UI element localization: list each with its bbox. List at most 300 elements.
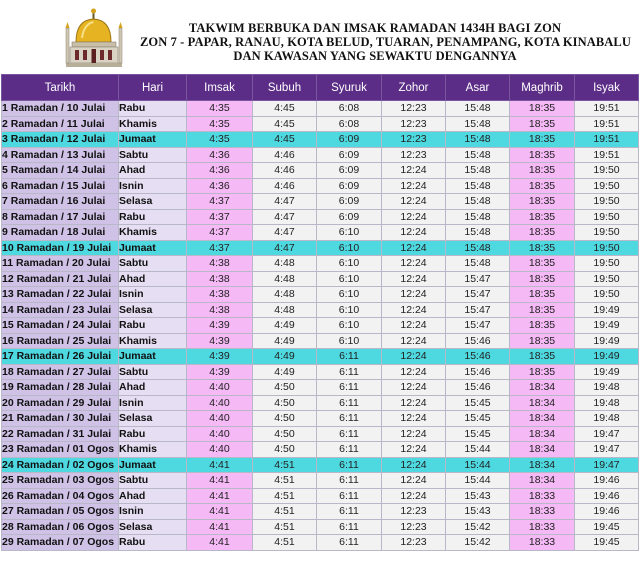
syuruk-cell: 6:11 <box>317 519 382 535</box>
maghrib-cell: 18:35 <box>510 364 575 380</box>
imsak-cell: 4:36 <box>187 178 253 194</box>
hari-cell: Khamis <box>119 116 187 132</box>
maghrib-cell: 18:35 <box>510 178 575 194</box>
imsak-cell: 4:38 <box>187 271 253 287</box>
asar-cell: 15:43 <box>446 488 510 504</box>
table-row <box>2 504 639 520</box>
isyak-cell: 19:49 <box>575 349 639 365</box>
maghrib-cell: 18:35 <box>510 225 575 241</box>
syuruk-cell: 6:11 <box>317 364 382 380</box>
subuh-cell: 4:49 <box>253 349 317 365</box>
subuh-cell: 4:51 <box>253 504 317 520</box>
imsak-cell: 4:39 <box>187 318 253 334</box>
isyak-cell: 19:49 <box>575 364 639 380</box>
table-row <box>2 101 639 117</box>
syuruk-cell: 6:11 <box>317 349 382 365</box>
table-row <box>2 395 639 411</box>
imsak-cell: 4:40 <box>187 426 253 442</box>
zohor-cell: 12:24 <box>382 163 446 179</box>
isyak-cell: 19:47 <box>575 426 639 442</box>
isyak-cell: 19:48 <box>575 395 639 411</box>
zohor-cell: 12:24 <box>382 209 446 225</box>
syuruk-cell: 6:11 <box>317 473 382 489</box>
maghrib-cell: 18:35 <box>510 163 575 179</box>
zohor-cell: 12:24 <box>382 473 446 489</box>
isyak-cell: 19:47 <box>575 457 639 473</box>
syuruk-cell: 6:10 <box>317 302 382 318</box>
subuh-cell: 4:47 <box>253 194 317 210</box>
imsak-cell: 4:37 <box>187 240 253 256</box>
isyak-cell: 19:50 <box>575 271 639 287</box>
page-title <box>140 21 631 63</box>
imsak-cell: 4:36 <box>187 163 253 179</box>
tarikh-cell: 23 Ramadan / 01 Ogos <box>2 442 119 458</box>
zohor-cell: 12:23 <box>382 101 446 117</box>
table-row <box>2 380 639 396</box>
hari-cell: Sabtu <box>119 473 187 489</box>
syuruk-cell: 6:09 <box>317 178 382 194</box>
subuh-cell: 4:51 <box>253 519 317 535</box>
isyak-cell: 19:49 <box>575 302 639 318</box>
tarikh-cell: 4 Ramadan / 13 Julai <box>2 147 119 163</box>
asar-cell: 15:46 <box>446 364 510 380</box>
zohor-cell: 12:24 <box>382 457 446 473</box>
zohor-cell: 12:24 <box>382 488 446 504</box>
maghrib-cell: 18:35 <box>510 132 575 148</box>
asar-cell: 15:45 <box>446 411 510 427</box>
hari-cell: Jumaat <box>119 349 187 365</box>
maghrib-cell: 18:35 <box>510 194 575 210</box>
subuh-cell: 4:51 <box>253 457 317 473</box>
maghrib-cell: 18:35 <box>510 101 575 117</box>
zohor-cell: 12:24 <box>382 287 446 303</box>
syuruk-cell: 6:10 <box>317 256 382 272</box>
imsak-cell: 4:37 <box>187 194 253 210</box>
asar-cell: 15:42 <box>446 519 510 535</box>
table-body <box>2 101 639 551</box>
table-row <box>2 442 639 458</box>
hari-cell: Jumaat <box>119 132 187 148</box>
table-row <box>2 116 639 132</box>
table-row <box>2 271 639 287</box>
syuruk-cell: 6:11 <box>317 426 382 442</box>
isyak-cell: 19:49 <box>575 333 639 349</box>
imsak-cell: 4:41 <box>187 519 253 535</box>
zohor-cell: 12:24 <box>382 411 446 427</box>
hari-cell: Sabtu <box>119 147 187 163</box>
syuruk-cell: 6:09 <box>317 209 382 225</box>
syuruk-cell: 6:11 <box>317 442 382 458</box>
subuh-cell: 4:49 <box>253 364 317 380</box>
table-row <box>2 240 639 256</box>
hari-cell: Jumaat <box>119 457 187 473</box>
zohor-cell: 12:23 <box>382 116 446 132</box>
tarikh-cell: 2 Ramadan / 11 Julai <box>2 116 119 132</box>
subuh-cell: 4:45 <box>253 101 317 117</box>
maghrib-cell: 18:35 <box>510 209 575 225</box>
tarikh-cell: 18 Ramadan / 27 Julai <box>2 364 119 380</box>
table-row <box>2 535 639 551</box>
hari-cell: Ahad <box>119 488 187 504</box>
maghrib-cell: 18:35 <box>510 240 575 256</box>
isyak-cell: 19:45 <box>575 535 639 551</box>
column-header-zohor: Zohor <box>382 75 446 101</box>
isyak-cell: 19:47 <box>575 442 639 458</box>
tarikh-cell: 22 Ramadan / 31 Julai <box>2 426 119 442</box>
asar-cell: 15:48 <box>446 101 510 117</box>
isyak-cell: 19:48 <box>575 380 639 396</box>
isyak-cell: 19:51 <box>575 116 639 132</box>
tarikh-cell: 6 Ramadan / 15 Julai <box>2 178 119 194</box>
syuruk-cell: 6:11 <box>317 380 382 396</box>
zohor-cell: 12:24 <box>382 256 446 272</box>
asar-cell: 15:47 <box>446 318 510 334</box>
imsak-cell: 4:39 <box>187 349 253 365</box>
maghrib-cell: 18:34 <box>510 411 575 427</box>
table-row <box>2 333 639 349</box>
tarikh-cell: 15 Ramadan / 24 Julai <box>2 318 119 334</box>
asar-cell: 15:46 <box>446 333 510 349</box>
subuh-cell: 4:48 <box>253 302 317 318</box>
table-row <box>2 364 639 380</box>
maghrib-cell: 18:35 <box>510 116 575 132</box>
isyak-cell: 19:45 <box>575 519 639 535</box>
asar-cell: 15:46 <box>446 380 510 396</box>
asar-cell: 15:48 <box>446 132 510 148</box>
tarikh-cell: 28 Ramadan / 06 Ogos <box>2 519 119 535</box>
imsak-cell: 4:37 <box>187 209 253 225</box>
hari-cell: Sabtu <box>119 256 187 272</box>
title-line-3: DAN KAWASAN YANG SEWAKTU DENGANNYA <box>233 49 517 63</box>
table-row <box>2 426 639 442</box>
tarikh-cell: 8 Ramadan / 17 Julai <box>2 209 119 225</box>
syuruk-cell: 6:10 <box>317 318 382 334</box>
subuh-cell: 4:48 <box>253 256 317 272</box>
maghrib-cell: 18:33 <box>510 535 575 551</box>
maghrib-cell: 18:34 <box>510 395 575 411</box>
asar-cell: 15:45 <box>446 426 510 442</box>
tarikh-cell: 11 Ramadan / 20 Julai <box>2 256 119 272</box>
zohor-cell: 12:24 <box>382 426 446 442</box>
isyak-cell: 19:50 <box>575 209 639 225</box>
syuruk-cell: 6:11 <box>317 395 382 411</box>
asar-cell: 15:42 <box>446 535 510 551</box>
hari-cell: Sabtu <box>119 364 187 380</box>
isyak-cell: 19:46 <box>575 488 639 504</box>
isyak-cell: 19:46 <box>575 473 639 489</box>
tarikh-cell: 10 Ramadan / 19 Julai <box>2 240 119 256</box>
hari-cell: Jumaat <box>119 240 187 256</box>
syuruk-cell: 6:10 <box>317 271 382 287</box>
table-row <box>2 209 639 225</box>
table-row <box>2 318 639 334</box>
zohor-cell: 12:24 <box>382 318 446 334</box>
tarikh-cell: 25 Ramadan / 03 Ogos <box>2 473 119 489</box>
syuruk-cell: 6:11 <box>317 411 382 427</box>
asar-cell: 15:44 <box>446 457 510 473</box>
syuruk-cell: 6:10 <box>317 333 382 349</box>
isyak-cell: 19:50 <box>575 178 639 194</box>
maghrib-cell: 18:35 <box>510 302 575 318</box>
isyak-cell: 19:49 <box>575 318 639 334</box>
zohor-cell: 12:23 <box>382 535 446 551</box>
mosque-dome-icon <box>62 8 126 70</box>
table-row <box>2 163 639 179</box>
zohor-cell: 12:24 <box>382 194 446 210</box>
hari-cell: Isnin <box>119 395 187 411</box>
zohor-cell: 12:24 <box>382 271 446 287</box>
syuruk-cell: 6:11 <box>317 504 382 520</box>
imsak-cell: 4:39 <box>187 333 253 349</box>
isyak-cell: 19:50 <box>575 194 639 210</box>
zohor-cell: 12:24 <box>382 178 446 194</box>
maghrib-cell: 18:34 <box>510 380 575 396</box>
asar-cell: 15:47 <box>446 302 510 318</box>
hari-cell: Ahad <box>119 271 187 287</box>
syuruk-cell: 6:08 <box>317 101 382 117</box>
table-row <box>2 194 639 210</box>
hari-cell: Rabu <box>119 101 187 117</box>
imsak-cell: 4:41 <box>187 473 253 489</box>
syuruk-cell: 6:09 <box>317 147 382 163</box>
subuh-cell: 4:47 <box>253 225 317 241</box>
asar-cell: 15:48 <box>446 240 510 256</box>
zohor-cell: 12:23 <box>382 132 446 148</box>
hari-cell: Khamis <box>119 442 187 458</box>
maghrib-cell: 18:34 <box>510 473 575 489</box>
asar-cell: 15:48 <box>446 256 510 272</box>
zohor-cell: 12:24 <box>382 364 446 380</box>
tarikh-cell: 17 Ramadan / 26 Julai <box>2 349 119 365</box>
tarikh-cell: 29 Ramadan / 07 Ogos <box>2 535 119 551</box>
asar-cell: 15:48 <box>446 194 510 210</box>
imsak-cell: 4:40 <box>187 380 253 396</box>
tarikh-cell: 9 Ramadan / 18 Julai <box>2 225 119 241</box>
maghrib-cell: 18:35 <box>510 256 575 272</box>
tarikh-cell: 3 Ramadan / 12 Julai <box>2 132 119 148</box>
syuruk-cell: 6:09 <box>317 194 382 210</box>
table-row <box>2 519 639 535</box>
page-header <box>0 0 640 74</box>
subuh-cell: 4:45 <box>253 116 317 132</box>
table-row <box>2 256 639 272</box>
subuh-cell: 4:46 <box>253 163 317 179</box>
column-header-hari: Hari <box>119 75 187 101</box>
table-row <box>2 473 639 489</box>
zohor-cell: 12:24 <box>382 225 446 241</box>
imsak-cell: 4:38 <box>187 302 253 318</box>
tarikh-cell: 26 Ramadan / 04 Ogos <box>2 488 119 504</box>
subuh-cell: 4:50 <box>253 411 317 427</box>
tarikh-cell: 7 Ramadan / 16 Julai <box>2 194 119 210</box>
asar-cell: 15:44 <box>446 442 510 458</box>
subuh-cell: 4:47 <box>253 240 317 256</box>
asar-cell: 15:48 <box>446 147 510 163</box>
table-row <box>2 178 639 194</box>
zohor-cell: 12:24 <box>382 333 446 349</box>
zohor-cell: 12:24 <box>382 380 446 396</box>
hari-cell: Rabu <box>119 535 187 551</box>
imsak-cell: 4:40 <box>187 411 253 427</box>
title-line-2: ZON 7 - PAPAR, RANAU, KOTA BELUD, TUARAN, PENAMPANG, KOTA KINABALU <box>140 35 631 49</box>
zohor-cell: 12:24 <box>382 395 446 411</box>
table-row <box>2 147 639 163</box>
subuh-cell: 4:50 <box>253 380 317 396</box>
hari-cell: Selasa <box>119 411 187 427</box>
imsak-cell: 4:38 <box>187 287 253 303</box>
subuh-cell: 4:49 <box>253 333 317 349</box>
table-header-row <box>2 75 639 101</box>
asar-cell: 15:47 <box>446 287 510 303</box>
subuh-cell: 4:45 <box>253 132 317 148</box>
tarikh-cell: 13 Ramadan / 22 Julai <box>2 287 119 303</box>
tarikh-cell: 1 Ramadan / 10 Julai <box>2 101 119 117</box>
imsak-cell: 4:40 <box>187 442 253 458</box>
imsak-cell: 4:38 <box>187 256 253 272</box>
asar-cell: 15:48 <box>446 163 510 179</box>
table-row <box>2 349 639 365</box>
subuh-cell: 4:47 <box>253 209 317 225</box>
maghrib-cell: 18:34 <box>510 457 575 473</box>
zohor-cell: 12:23 <box>382 504 446 520</box>
isyak-cell: 19:50 <box>575 287 639 303</box>
asar-cell: 15:43 <box>446 504 510 520</box>
column-header-maghrib: Maghrib <box>510 75 575 101</box>
imsak-cell: 4:37 <box>187 225 253 241</box>
subuh-cell: 4:50 <box>253 395 317 411</box>
asar-cell: 15:47 <box>446 271 510 287</box>
tarikh-cell: 12 Ramadan / 21 Julai <box>2 271 119 287</box>
imsak-cell: 4:40 <box>187 395 253 411</box>
asar-cell: 15:46 <box>446 349 510 365</box>
syuruk-cell: 6:10 <box>317 287 382 303</box>
maghrib-cell: 18:35 <box>510 333 575 349</box>
subuh-cell: 4:46 <box>253 147 317 163</box>
hari-cell: Selasa <box>119 519 187 535</box>
asar-cell: 15:48 <box>446 116 510 132</box>
asar-cell: 15:48 <box>446 178 510 194</box>
isyak-cell: 19:50 <box>575 225 639 241</box>
isyak-cell: 19:46 <box>575 504 639 520</box>
hari-cell: Selasa <box>119 194 187 210</box>
hari-cell: Isnin <box>119 287 187 303</box>
hari-cell: Rabu <box>119 318 187 334</box>
subuh-cell: 4:46 <box>253 178 317 194</box>
table-row <box>2 302 639 318</box>
tarikh-cell: 21 Ramadan / 30 Julai <box>2 411 119 427</box>
column-header-tarikh: Tarikh <box>2 75 119 101</box>
maghrib-cell: 18:33 <box>510 488 575 504</box>
column-header-isyak: Isyak <box>575 75 639 101</box>
subuh-cell: 4:50 <box>253 426 317 442</box>
zohor-cell: 12:24 <box>382 349 446 365</box>
isyak-cell: 19:48 <box>575 411 639 427</box>
imsak-cell: 4:36 <box>187 147 253 163</box>
table-row <box>2 132 639 148</box>
tarikh-cell: 19 Ramadan / 28 Julai <box>2 380 119 396</box>
imsak-cell: 4:41 <box>187 457 253 473</box>
maghrib-cell: 18:35 <box>510 287 575 303</box>
zohor-cell: 12:24 <box>382 240 446 256</box>
asar-cell: 15:48 <box>446 209 510 225</box>
syuruk-cell: 6:09 <box>317 163 382 179</box>
maghrib-cell: 18:33 <box>510 504 575 520</box>
maghrib-cell: 18:34 <box>510 426 575 442</box>
subuh-cell: 4:48 <box>253 271 317 287</box>
hari-cell: Khamis <box>119 225 187 241</box>
tarikh-cell: 24 Ramadan / 02 Ogos <box>2 457 119 473</box>
subuh-cell: 4:51 <box>253 488 317 504</box>
isyak-cell: 19:51 <box>575 132 639 148</box>
title-line-1: TAKWIM BERBUKA DAN IMSAK RAMADAN 1434H BAGI ZON <box>188 21 562 35</box>
column-header-asar: Asar <box>446 75 510 101</box>
syuruk-cell: 6:10 <box>317 225 382 241</box>
zohor-cell: 12:23 <box>382 147 446 163</box>
syuruk-cell: 6:11 <box>317 535 382 551</box>
subuh-cell: 4:51 <box>253 473 317 489</box>
tarikh-cell: 5 Ramadan / 14 Julai <box>2 163 119 179</box>
table-row <box>2 488 639 504</box>
zohor-cell: 12:24 <box>382 302 446 318</box>
subuh-cell: 4:49 <box>253 318 317 334</box>
isyak-cell: 19:50 <box>575 163 639 179</box>
tarikh-cell: 27 Ramadan / 05 Ogos <box>2 504 119 520</box>
hari-cell: Rabu <box>119 426 187 442</box>
asar-cell: 15:48 <box>446 225 510 241</box>
hari-cell: Ahad <box>119 380 187 396</box>
maghrib-cell: 18:35 <box>510 318 575 334</box>
imsak-cell: 4:35 <box>187 101 253 117</box>
syuruk-cell: 6:08 <box>317 116 382 132</box>
subuh-cell: 4:51 <box>253 535 317 551</box>
hari-cell: Isnin <box>119 504 187 520</box>
hari-cell: Khamis <box>119 333 187 349</box>
isyak-cell: 19:50 <box>575 256 639 272</box>
imsak-cell: 4:35 <box>187 132 253 148</box>
table-row <box>2 287 639 303</box>
maghrib-cell: 18:34 <box>510 442 575 458</box>
imsak-cell: 4:41 <box>187 504 253 520</box>
zohor-cell: 12:24 <box>382 442 446 458</box>
maghrib-cell: 18:35 <box>510 271 575 287</box>
column-header-imsak: Imsak <box>187 75 253 101</box>
asar-cell: 15:45 <box>446 395 510 411</box>
isyak-cell: 19:50 <box>575 240 639 256</box>
table-row <box>2 457 639 473</box>
maghrib-cell: 18:35 <box>510 349 575 365</box>
maghrib-cell: 18:35 <box>510 147 575 163</box>
isyak-cell: 19:51 <box>575 101 639 117</box>
subuh-cell: 4:48 <box>253 287 317 303</box>
hari-cell: Selasa <box>119 302 187 318</box>
tarikh-cell: 14 Ramadan / 23 Julai <box>2 302 119 318</box>
column-header-subuh: Subuh <box>253 75 317 101</box>
syuruk-cell: 6:11 <box>317 457 382 473</box>
imsak-cell: 4:39 <box>187 364 253 380</box>
column-header-syuruk: Syuruk <box>317 75 382 101</box>
hari-cell: Ahad <box>119 163 187 179</box>
asar-cell: 15:44 <box>446 473 510 489</box>
table-row <box>2 411 639 427</box>
tarikh-cell: 16 Ramadan / 25 Julai <box>2 333 119 349</box>
subuh-cell: 4:50 <box>253 442 317 458</box>
tarikh-cell: 20 Ramadan / 29 Julai <box>2 395 119 411</box>
isyak-cell: 19:51 <box>575 147 639 163</box>
prayer-times-table <box>1 74 639 551</box>
hari-cell: Isnin <box>119 178 187 194</box>
imsak-cell: 4:35 <box>187 116 253 132</box>
syuruk-cell: 6:11 <box>317 488 382 504</box>
